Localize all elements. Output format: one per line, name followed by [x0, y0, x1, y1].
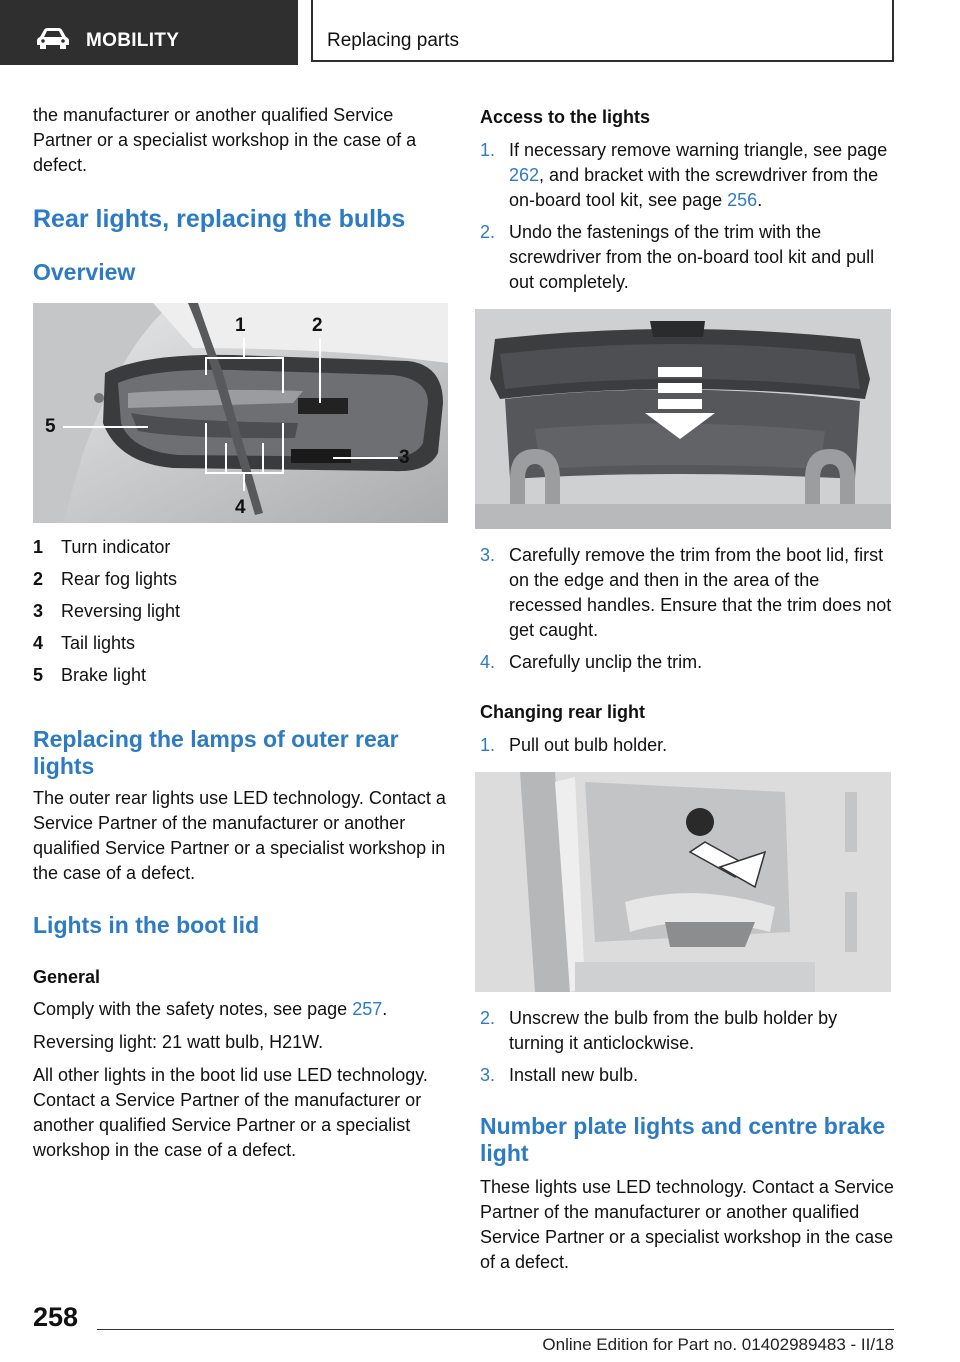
reversing-light-text: Reversing light: 21 watt bulb, H21W. — [33, 1032, 324, 1052]
step-number: 1. — [480, 140, 496, 160]
bulb-holder-illustration — [475, 772, 891, 992]
number-plate-text: These lights use LED technology. Contact a Service Partner of the manufacturer or another qualified Service Partner or a specialist workshop in the case of a defect. — [480, 1177, 894, 1272]
heading-rear-lights: Rear lights, replacing the bulbs — [33, 205, 406, 233]
footer-edition: Online Edition for Part no. 01402989483 - II/18 — [542, 1335, 894, 1354]
outer-lamps-text: The outer rear lights use LED technology. Contact a Service Partner of the manufacturer or another qualified Service Partner or a specialist workshop in the case of a defect. — [33, 788, 446, 883]
step-text: Carefully unclip the trim. — [509, 652, 703, 672]
legend-num: 5 — [33, 665, 44, 685]
legend-text: Turn indicator — [61, 537, 171, 557]
page-number: 258 — [33, 1302, 79, 1332]
legend-num: 2 — [33, 569, 44, 589]
legend-text: Tail lights — [61, 633, 136, 653]
footer-rule — [97, 1329, 894, 1330]
step-text: Undo the fastenings of the trim with the screwdriver from the on-board tool kit and pull out completely. — [509, 222, 875, 292]
safety-suffix: . — [382, 999, 388, 1019]
boot-lid-figure — [475, 309, 891, 529]
step-text-part: If necessary remove warning triangle, see page — [509, 140, 888, 160]
heading-outer-lamps: Replacing the lamps of outer rear lights — [33, 726, 399, 779]
intro-text: the manufacturer or another qualified Service Partner or a specialist workshop in the case of a defect. — [33, 105, 417, 175]
rear-light-figure — [33, 303, 448, 523]
legend-num: 3 — [33, 601, 44, 621]
section-tab[interactable] — [0, 0, 298, 65]
step-number: 3. — [480, 545, 496, 565]
chapter-label: Replacing parts — [327, 30, 460, 51]
heading-overview: Overview — [33, 259, 136, 285]
legend-num: 4 — [33, 633, 44, 653]
heading-access: Access to the lights — [480, 107, 651, 127]
callout-5: 5 — [45, 416, 56, 437]
bulb-holder-figure — [475, 772, 891, 992]
step-number: 2. — [480, 1008, 496, 1028]
page-link-256[interactable]: 256 — [727, 190, 758, 210]
callout-1: 1 — [235, 315, 246, 336]
step-number: 3. — [480, 1065, 496, 1085]
legend-text: Rear fog lights — [61, 569, 178, 589]
heading-changing: Changing rear light — [480, 702, 646, 722]
step-text: Unscrew the bulb from the bulb holder by turning it anticlockwise. — [509, 1008, 838, 1053]
legend-text: Brake light — [61, 665, 147, 685]
legend-text: Reversing light — [61, 601, 181, 621]
heading-general: General — [33, 967, 101, 987]
step-text: Carefully remove the trim from the boot lid, first on the edge and then in the area of the recessed handles. Ensure that the trim does not get caught. — [509, 545, 892, 640]
page-link-257[interactable]: 257 — [352, 999, 383, 1019]
step-number: 1. — [480, 735, 496, 755]
section-label: MOBILITY — [86, 30, 180, 51]
step-number: 2. — [480, 222, 496, 242]
safety-note — [33, 997, 448, 1022]
boot-lid-illustration — [475, 309, 891, 529]
page-link-262[interactable]: 262 — [509, 165, 540, 185]
step-text: Install new bulb. — [509, 1065, 639, 1085]
other-lights-text: All other lights in the boot lid use LED technology. Contact a Service Partner of the manufacturer or another qualified Service Partner or a specialist workshop in the case of a defect. — [33, 1065, 428, 1160]
step-text: Pull out bulb holder. — [509, 735, 668, 755]
callout-2: 2 — [312, 315, 323, 336]
chapter-tab[interactable] — [311, 0, 894, 62]
heading-number-plate: Number plate lights and centre brake light — [480, 1113, 886, 1166]
step-text — [509, 138, 894, 213]
step-text-part: . — [757, 190, 763, 210]
step-number: 4. — [480, 652, 496, 672]
step-text-part: , and bracket with the screwdriver from the on-board tool kit, see page — [509, 165, 879, 210]
car-icon — [36, 27, 70, 49]
safety-prefix: Comply with the safety notes, see page — [33, 999, 353, 1019]
callout-4: 4 — [235, 497, 246, 518]
heading-boot-lid: Lights in the boot lid — [33, 912, 260, 938]
legend-num: 1 — [33, 537, 44, 557]
callout-3: 3 — [399, 447, 410, 468]
